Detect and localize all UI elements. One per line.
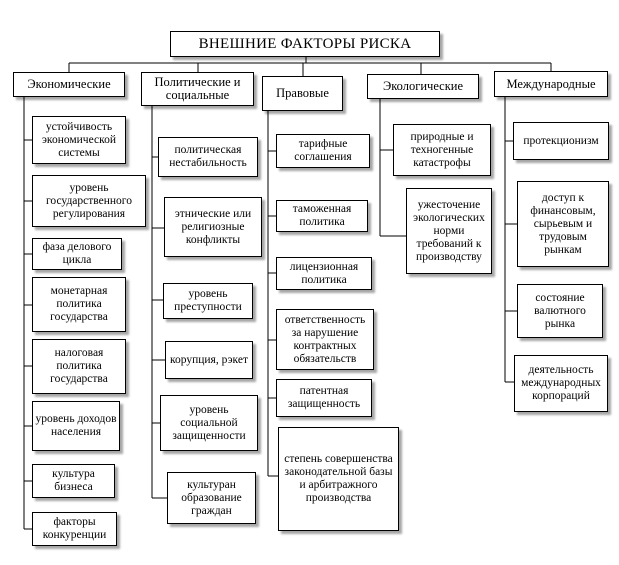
international-item: протекционизм — [513, 122, 609, 160]
international-item: состояние валютного рынка — [517, 284, 603, 338]
category-economic: Экономические — [13, 72, 125, 97]
political-social-item: этнические или религиозные конфликты — [164, 197, 262, 257]
category-political-social: Политические и социальные — [141, 72, 254, 106]
international-item: доступ к финансовым, сырьевым и трудовым рынкам — [517, 181, 609, 267]
political-social-item: уровень социальной защищенности — [160, 395, 258, 451]
political-social-item: политическая нестабильность — [158, 137, 258, 177]
category-ecological: Экологические — [367, 74, 479, 99]
category-legal: Правовые — [262, 76, 343, 111]
legal-item: степень совершенства законодательной базы и арбитражного производства — [278, 427, 399, 531]
political-social-item: корупция, рэкет — [165, 341, 253, 379]
political-social-item: уровень преступности — [163, 283, 253, 319]
economic-item: уровень государственного регулирования — [32, 175, 146, 227]
economic-item: налоговая политика государства — [32, 339, 126, 394]
ecological-item: ужесточение экологических норми требований к производству — [406, 188, 492, 274]
economic-item: культура бизнеса — [32, 464, 115, 498]
legal-item: ответственность за нарушение контрактных обязательств — [276, 309, 374, 370]
economic-item: фаза делового цикла — [32, 238, 122, 270]
economic-item: устойчивость экономической системы — [32, 116, 126, 164]
legal-item: тарифные соглашения — [276, 134, 370, 168]
legal-item: таможенная политика — [276, 200, 368, 232]
legal-item: патентная защищенность — [276, 379, 372, 417]
economic-item: уровень доходов населения — [32, 401, 120, 451]
category-international: Международные — [494, 71, 608, 97]
international-item: деятельность международных корпораций — [514, 355, 608, 412]
political-social-item: культуран образование граждан — [167, 472, 256, 524]
ecological-item: природные и техногенные катастрофы — [393, 124, 491, 176]
diagram-title: ВНЕШНИЕ ФАКТОРЫ РИСКА — [170, 31, 440, 57]
economic-item: монетарная политика государства — [32, 277, 126, 332]
economic-item: факторы конкуренции — [32, 512, 117, 546]
legal-item: лицензионная политика — [276, 257, 372, 290]
